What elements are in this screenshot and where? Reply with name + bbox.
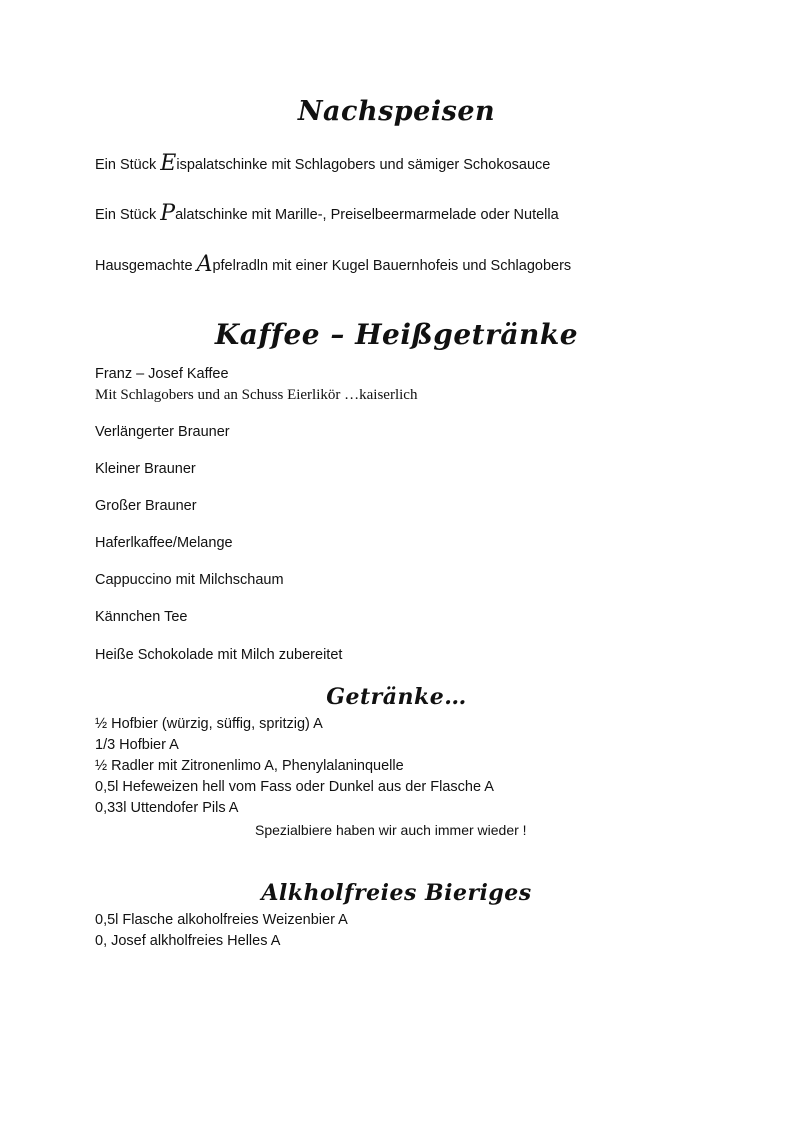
decorative-initial: A xyxy=(196,252,213,277)
coffee-item: Kleiner Brauner xyxy=(95,461,196,477)
alcohol-free-item: 0, Josef alkholfreies Helles A xyxy=(95,933,281,949)
coffee-special-description: Mit Schlagobers und an Schuss Eierlikör …kaiserlich xyxy=(95,387,418,403)
drink-item: ½ Hofbier (würzig, süffig, spritzig) A xyxy=(95,716,323,732)
drink-item: 0,33l Uttendofer Pils A xyxy=(95,800,239,816)
coffee-item: Cappuccino mit Milchschaum xyxy=(95,572,284,588)
decorative-initial: E xyxy=(160,151,177,176)
decorative-initial: P xyxy=(160,201,176,226)
drink-item: 1/3 Hofbier A xyxy=(95,737,179,753)
drink-item: 0,5l Hefeweizen hell vom Fass oder Dunkel aus der Flasche A xyxy=(95,779,494,795)
dessert-item xyxy=(95,201,559,226)
section-title-alcohol-free: Alkholfreies Bieriges xyxy=(261,880,532,906)
section-title-drinks: Getränke… xyxy=(326,684,467,710)
dessert-item xyxy=(95,151,551,176)
dessert-prefix: Ein Stück xyxy=(95,157,161,173)
alcohol-free-item: 0,5l Flasche alkoholfreies Weizenbier A xyxy=(95,912,348,928)
dessert-text: alatschinke mit Marille-, Preiselbeermarmelade oder Nutella xyxy=(175,207,559,223)
dessert-prefix: Hausgemachte xyxy=(95,258,197,274)
coffee-item: Kännchen Tee xyxy=(95,609,188,625)
dessert-text: ispalatschinke mit Schlagobers und sämiger Schokosauce xyxy=(176,157,551,173)
drink-item: ½ Radler mit Zitronenlimo A, Phenylalaninquelle xyxy=(95,758,404,774)
special-beer-note: Spezialbiere haben wir auch immer wieder ! xyxy=(255,822,527,838)
coffee-item: Verlängerter Brauner xyxy=(95,424,230,440)
section-title-desserts: Nachspeisen xyxy=(297,96,496,127)
coffee-item: Großer Brauner xyxy=(95,498,197,514)
dessert-prefix: Ein Stück xyxy=(95,207,161,223)
coffee-item: Heiße Schokolade mit Milch zubereitet xyxy=(95,647,343,663)
dessert-text: pfelradln mit einer Kugel Bauernhofeis und Schlagobers xyxy=(212,258,572,274)
coffee-special-name: Franz – Josef Kaffee xyxy=(95,366,229,382)
coffee-item: Haferlkaffee/Melange xyxy=(95,535,233,551)
dessert-item xyxy=(95,252,572,277)
section-title-coffee: Kaffee – Heißgetränke xyxy=(214,318,579,351)
